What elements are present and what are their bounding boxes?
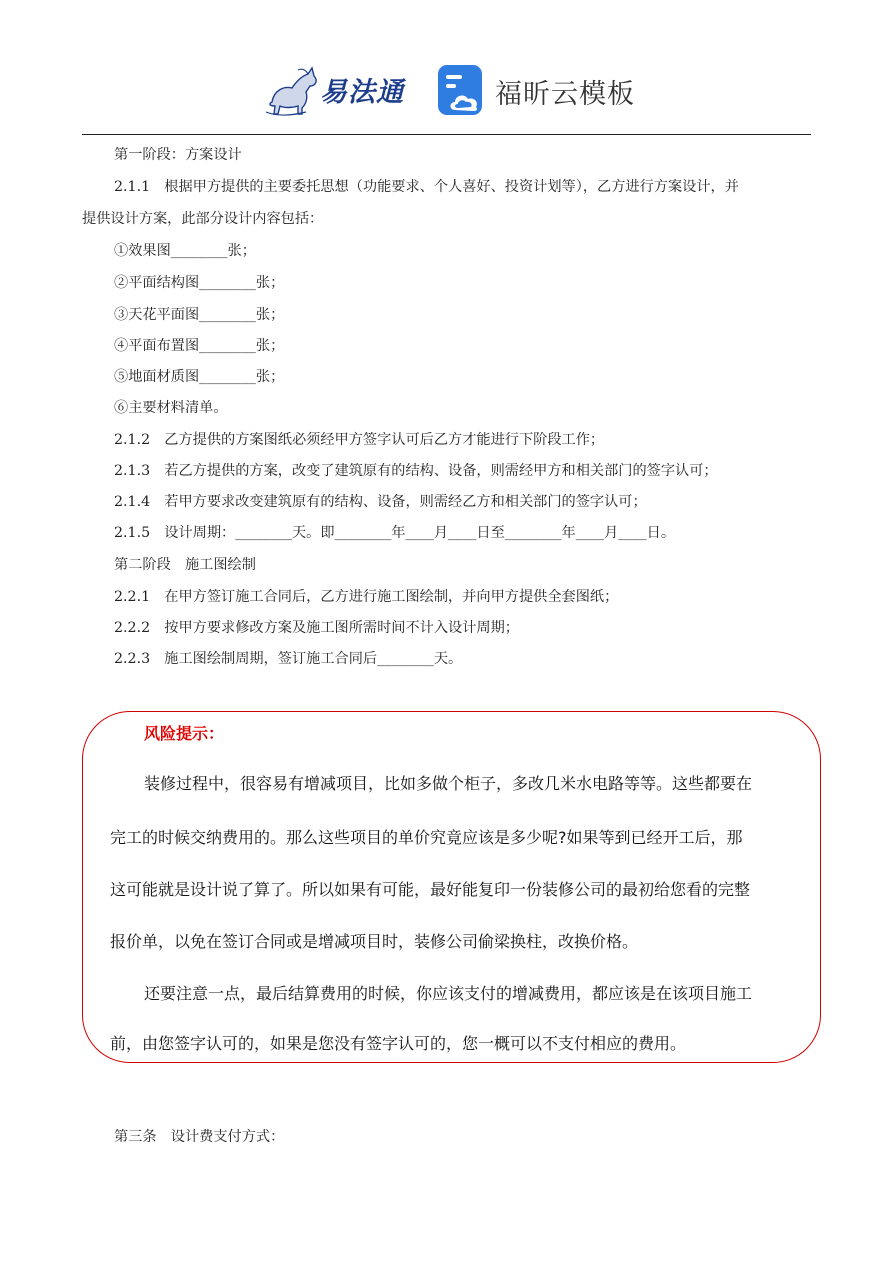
item-effect-drawing: ①效果图________张； [114, 243, 256, 259]
horse-emblem-icon [262, 62, 322, 118]
item-floor-material: ⑤地面材质图________张； [114, 369, 285, 385]
fuxin-logo-text: 福昕云模板 [495, 79, 635, 110]
clause-2-1-4: 2.1.4 若甲方要求改变建筑原有的结构、设备，则需经乙方和相关部门的签字认可； [114, 494, 647, 510]
risk-paragraph-line: 完工的时候交纳费用的。那么这些项目的单价究竟应该是多少呢?如果等到已经开工后，那 [110, 828, 743, 847]
clause-2-1-2: 2.1.2 乙方提供的方案图纸必须经甲方签字认可后乙方才能进行下阶段工作； [114, 432, 605, 448]
header-divider [82, 134, 811, 135]
clause-2-2-2: 2.2.2 按甲方要求修改方案及施工图所需时间不计入设计周期； [114, 620, 519, 636]
clause-2-1-1: 2.1.1 根据甲方提供的主要委托思想（功能要求、个人喜好、投资计划等），乙方进行方案设计，并 [114, 179, 739, 195]
document-cloud-icon [437, 64, 485, 118]
risk-paragraph-line: 还要注意一点，最后结算费用的时候，你应该支付的增减费用，都应该是在该项目施工 [144, 984, 753, 1003]
clause-2-1-1-cont: 提供设计方案，此部分设计内容包括： [82, 211, 324, 227]
risk-paragraph-line: 装修过程中，很容易有增减项目，比如多做个柜子，多改几米水电路等等。这些都要在 [144, 774, 753, 793]
clause-2-2-3: 2.2.3 施工图绘制周期，签订施工合同后________天。 [114, 651, 463, 667]
item-plan-structure: ②平面结构图________张； [114, 275, 285, 291]
risk-paragraph-line: 报价单，以免在签订合同或是增减项目时，装修公司偷梁换柱，改换价格。 [110, 932, 639, 951]
yifatong-logo [262, 62, 412, 118]
page-header [0, 58, 893, 124]
clause-2-2-1: 2.2.1 在甲方签订施工合同后，乙方进行施工图绘制，并向甲方提供全套图纸； [114, 589, 619, 605]
clause-2-1-5: 2.1.5 设计周期：________天。即________年____月____日至________年____月____日。 [114, 525, 676, 541]
yifatong-logo-text: 易法通 [320, 77, 404, 108]
item-ceiling-plan: ③天花平面图________张； [114, 307, 285, 323]
item-layout-plan: ④平面布置图________张； [114, 338, 285, 354]
risk-paragraph-line: 前，由您签字认可的，如果是您没有签字认可的，您一概可以不支付相应的费用。 [110, 1034, 687, 1053]
stage-two-heading: 第二阶段 施工图绘制 [114, 557, 256, 573]
article-three-heading: 第三条 设计费支付方式： [114, 1129, 285, 1145]
clause-2-1-3: 2.1.3 若乙方提供的方案，改变了建筑原有的结构、设备，则需经甲方和相关部门的签字认可； [114, 463, 718, 479]
risk-paragraph-line: 这可能就是设计说了算了。所以如果有可能，最好能复印一份装修公司的最初给您看的完整 [110, 880, 751, 899]
item-material-list: ⑥主要材料清单。 [114, 400, 228, 416]
risk-notice-title: 风险提示： [144, 724, 225, 743]
stage-one-heading: 第一阶段：方案设计 [114, 147, 242, 163]
